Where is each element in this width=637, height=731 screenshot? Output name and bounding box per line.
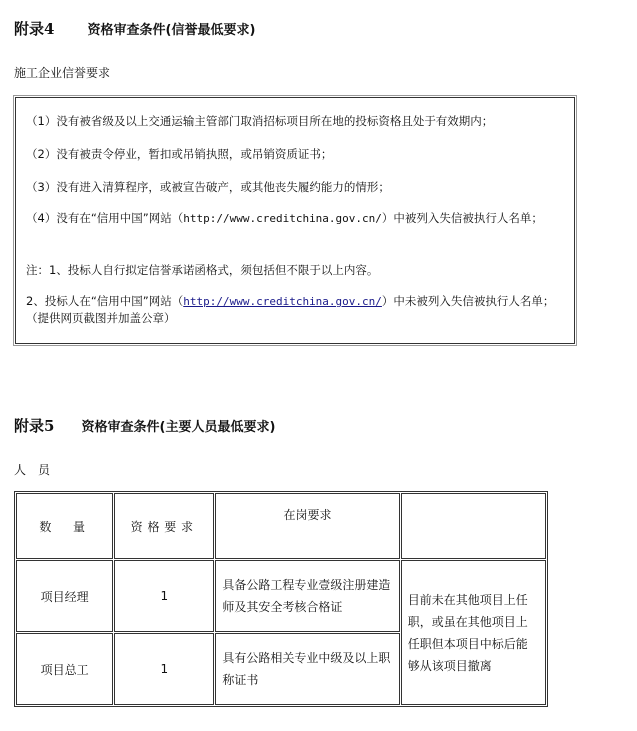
header-blank: [401, 493, 546, 559]
appendix4-label: 附录4: [14, 20, 55, 38]
role-cell: 项目经理: [16, 560, 113, 632]
personnel-table: [14, 491, 548, 707]
requirement-item-4-prefix: （4）没有在“信用中国”网站（: [26, 211, 184, 225]
note-2-prefix: 2、投标人在“信用中国”网站（: [26, 294, 184, 308]
qualification-cell: 具有公路相关专业中级及以上职称证书: [215, 633, 399, 705]
count-cell: 1: [114, 633, 214, 705]
header-qualification: 资格要求: [114, 493, 214, 559]
appendix4-subtitle: 施工企业信誉要求: [14, 66, 111, 80]
requirement-item-4: [26, 210, 558, 227]
creditchina-link[interactable]: http://www.creditchina.gov.cn/: [183, 295, 382, 308]
requirement-item-4-url: http://www.creditchina.gov.cn/: [183, 212, 382, 225]
appendix5-subtitle: 人 员: [14, 463, 51, 477]
count-cell: 1: [114, 560, 214, 632]
role-cell: 项目总工: [16, 633, 113, 705]
requirement-item-1: （1）没有被省级及以上交通运输主管部门取消招标项目所在地的投标资格且处于有效期内；: [26, 114, 494, 128]
requirement-item-3: （3）没有进入清算程序，或被宣告破产，或其他丧失履约能力的情形；: [26, 180, 390, 194]
note-1: 注：1、投标人自行拟定信誉承诺函格式，须包括但不限于以上内容。: [26, 263, 379, 277]
credit-requirements-box: [15, 97, 575, 344]
table-row: [16, 560, 546, 632]
note-2: [26, 293, 558, 327]
appendix5-label: 附录5: [14, 417, 55, 435]
requirement-item-4-suffix: ）中被列入失信被执行人名单；: [381, 211, 543, 225]
qualification-cell: 具备公路工程专业壹级注册建造师及其安全考核合格证: [215, 560, 399, 632]
table-header-row: [16, 493, 546, 559]
appendix5-heading: [14, 415, 275, 436]
header-onsite: 在岗要求: [215, 493, 399, 559]
appendix4-heading: [14, 18, 255, 39]
header-quantity: 数 量: [16, 493, 113, 559]
requirement-item-2: （2）没有被责令停业，暂扣或吊销执照，或吊销资质证书；: [26, 147, 333, 161]
appendix4-title: 资格审查条件(信誉最低要求): [87, 23, 256, 38]
onsite-requirement-cell: 目前未在其他项目上任职，或虽在其他项目上任职但本项目中标后能够从该项目撤离: [401, 560, 546, 705]
appendix5-title: 资格审查条件(主要人员最低要求): [81, 420, 276, 435]
note-2-suffix: ）中未被列入失信被执行人名单；（提供网页截图并加盖公章）: [26, 294, 555, 325]
